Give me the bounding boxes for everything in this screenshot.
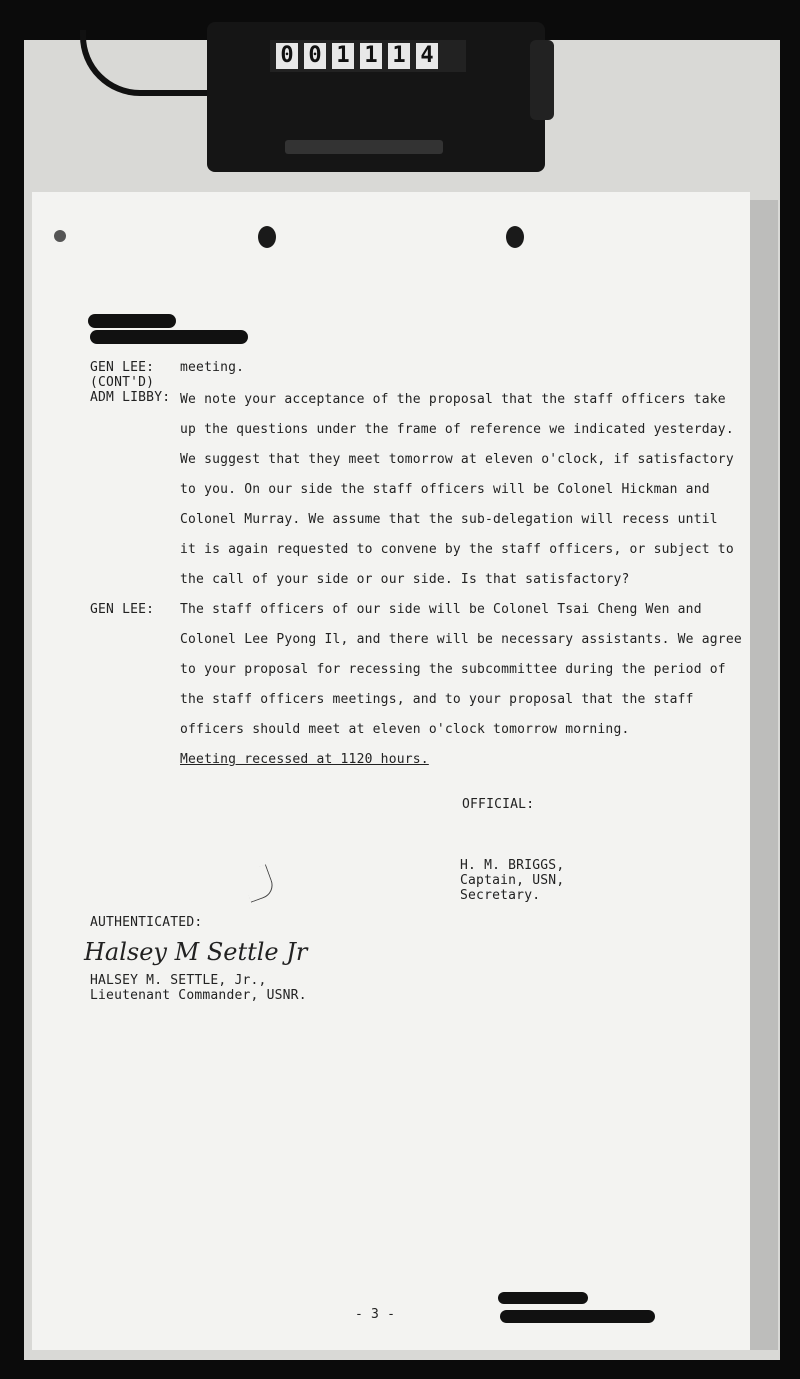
counter-knob: [530, 40, 554, 120]
speaker-label: GEN LEE:: [90, 602, 155, 617]
counter-digit: 0: [304, 43, 326, 69]
paper-edge: [746, 200, 778, 1350]
body-line: The staff officers of our side will be Colonel Tsai Cheng Wen and: [180, 602, 702, 617]
official-rank: Captain, USN,: [460, 873, 565, 888]
redaction-bar: [500, 1310, 655, 1323]
counter-digit: 1: [388, 43, 410, 69]
body-line: We suggest that they meet tomorrow at eleven o'clock, if satisfactory: [180, 452, 734, 467]
official-title: Secretary.: [460, 888, 541, 903]
handwritten-signature: Halsey M Settle Jr: [84, 938, 308, 966]
page-number: - 3 -: [355, 1307, 396, 1322]
body-line: up the questions under the frame of reference we indicated yesterday.: [180, 422, 734, 437]
speaker-label: ADM LIBBY:: [90, 390, 171, 405]
body-line: We note your acceptance of the proposal that the staff officers take: [180, 392, 726, 407]
counter-digit: 0: [276, 43, 298, 69]
body-line: it is again requested to convene by the staff officers, or subject to: [180, 542, 734, 557]
auth-rank: Lieutenant Commander, USNR.: [90, 988, 307, 1003]
recess-note: Meeting recessed at 1120 hours.: [180, 752, 429, 767]
body-line: Colonel Lee Pyong Il, and there will be necessary assistants. We agree: [180, 632, 742, 647]
continued-text: meeting.: [180, 360, 245, 375]
auth-name: HALSEY M. SETTLE, Jr.,: [90, 973, 267, 988]
punch-hole: [506, 226, 524, 248]
body-line: Colonel Murray. We assume that the sub-delegation will recess until: [180, 512, 718, 527]
redaction-bar: [498, 1292, 588, 1304]
redaction-bar: [88, 314, 176, 328]
punch-hole: [258, 226, 276, 248]
speaker-label: GEN LEE:: [90, 360, 155, 375]
redaction-bar: [90, 330, 248, 344]
punch-mark: [54, 230, 66, 242]
body-line: to your proposal for recessing the subcommittee during the period of: [180, 662, 726, 677]
counter-digit: 4: [416, 43, 438, 69]
body-line: officers should meet at eleven o'clock tomorrow morning.: [180, 722, 630, 737]
counter-slot: [285, 140, 443, 154]
body-line: the call of your side or our side. Is that satisfactory?: [180, 572, 630, 587]
official-label: OFFICIAL:: [462, 797, 535, 812]
official-name: H. M. BRIGGS,: [460, 858, 565, 873]
authenticated-label: AUTHENTICATED:: [90, 915, 203, 930]
counter-digit: 1: [360, 43, 382, 69]
continued-marker: (CONT'D): [90, 375, 155, 390]
body-line: to you. On our side the staff officers will be Colonel Hickman and: [180, 482, 710, 497]
counter-digit: 1: [332, 43, 354, 69]
body-line: the staff officers meetings, and to your proposal that the staff: [180, 692, 694, 707]
frame-counter: [270, 40, 466, 72]
